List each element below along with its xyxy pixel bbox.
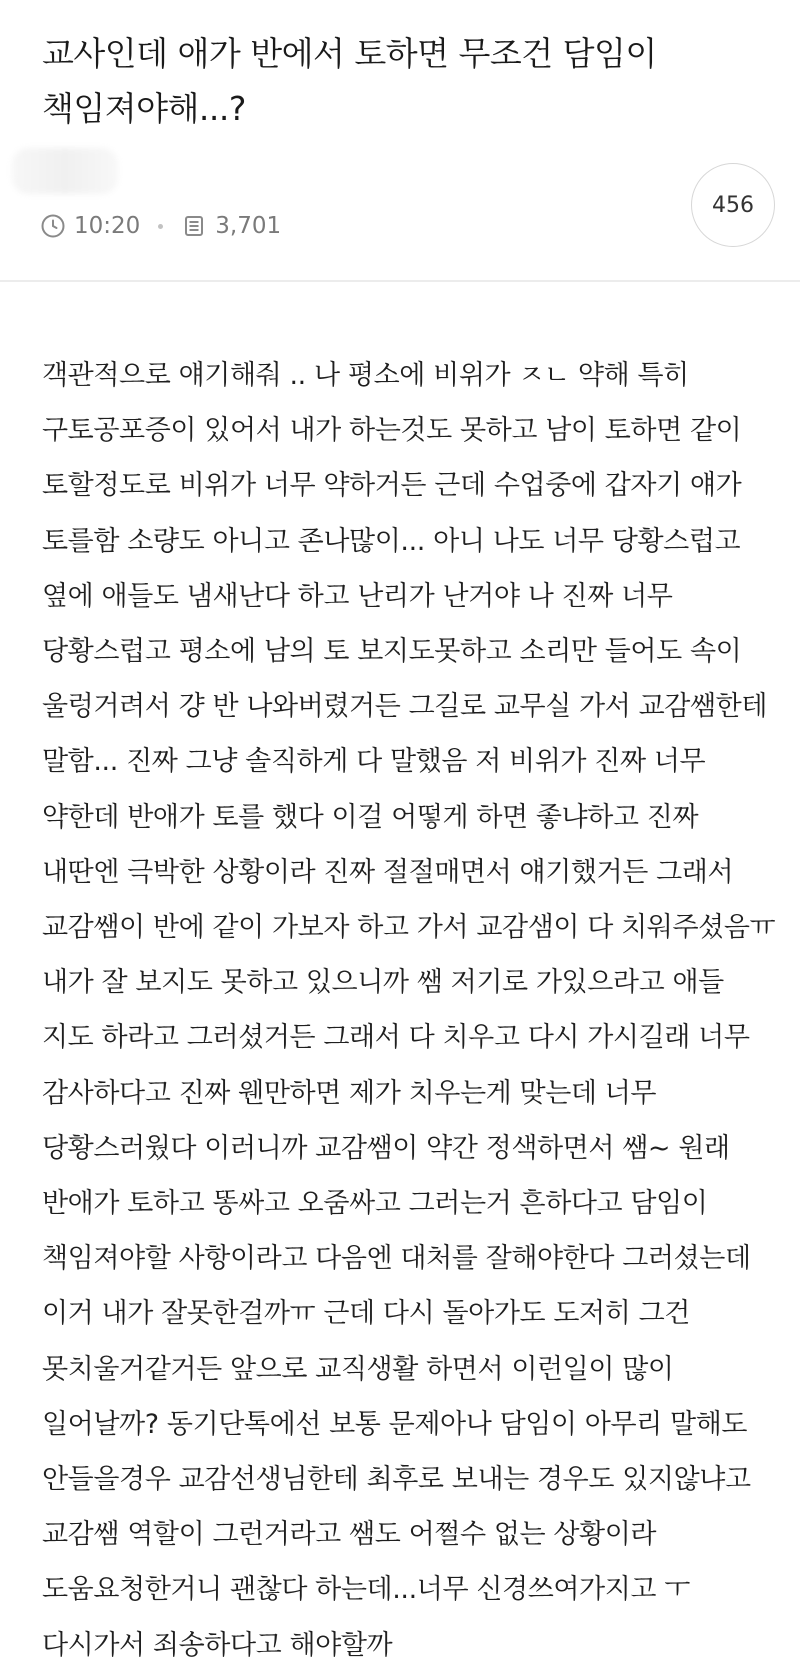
post-body: 객관적으로 얘기해줘 .. 나 평소에 비위가 ㅈㄴ 약해 특히 구토공포증이 있어서 내가 하는것도 못하고 남이 토하면 같이 토할정도로 비위가 너무 약하거든 근데 수업중에 갑자기 얘가 토를함 소량도 아니고 존나많이... 아니 나도 너무 당황스럽고 옆에 애들도 냄새난다 하고 난리가 난거야 나 진짜 너무 당황스럽고 평소에 남의 토 보지도못하고 소리만 들어도 속이 울렁거려서 걍 반 나와버렸거든 그길로 교무실 가서 교감쌤한테 말함... 진짜 그냥 솔직하게 다 말했음 저 비위가 진짜 너무 약한데 반애가 토를 했다 이걸 어떻게 하면 좋냐하고 진짜 내딴엔 극박한 상황이라 진짜 절절매면서 얘기했거든 그래서 교감쌤이 반에 같이 가보자 하고 가서 교감샘이 다 치워주셨음ㅠ 내가 잘 보지도 못하고 있으니까 쌤 저기로 가있으라고 애들 지도 하라고 그러셨거든 그래서 다 치우고 다시 가시길래 너무 감사하다고 진짜 웬만하면 제가 치우는게 맞는데 너무 당황스러웠다 이러니까 교감쌤이 약간 정색하면서 쌤~ 원래 반애가 토하고 똥싸고 오줌싸고 그러는거 흔하다고 담임이 책임져야할 사항이라고 다음엔 대처를 잘해야한다 그러셨는데 이거 내가 잘못한걸까ㅠ 근데 다시 돌아가도 도저히 그건 못치울거같거든 앞으로 교직생활 하면서 이런일이 많이 일어날까? 동기단톡에선 보통 문제아나 담임이 아무리 말해도 안들을경우 교감선생님한테 최후로 보내는 경우도 있지않냐고 교감쌤 역할이 그런거라고 쌤도 어쩔수 없는 상황이라 도움요청한거니 괜찮다 하는데...너무 신경쓰여가지고 ㅜ 다시가서 죄송하다고 해야할까 bbox=[42, 360, 776, 1661]
post-time: 10:20 bbox=[74, 213, 141, 239]
post-views: 3,701 bbox=[215, 213, 282, 239]
clock-icon bbox=[40, 213, 66, 239]
document-icon bbox=[181, 213, 207, 239]
author-avatar-blur bbox=[12, 148, 118, 194]
post-meta bbox=[40, 213, 281, 239]
meta-separator bbox=[158, 224, 163, 229]
post-title: 교사인데 애가 반에서 토하면 무조건 담임이 책임져야해...? bbox=[42, 34, 657, 128]
header-divider bbox=[0, 280, 800, 282]
comment-count-label: 456 bbox=[712, 192, 754, 218]
comment-count-button[interactable] bbox=[691, 163, 775, 247]
post-header bbox=[0, 0, 800, 281]
